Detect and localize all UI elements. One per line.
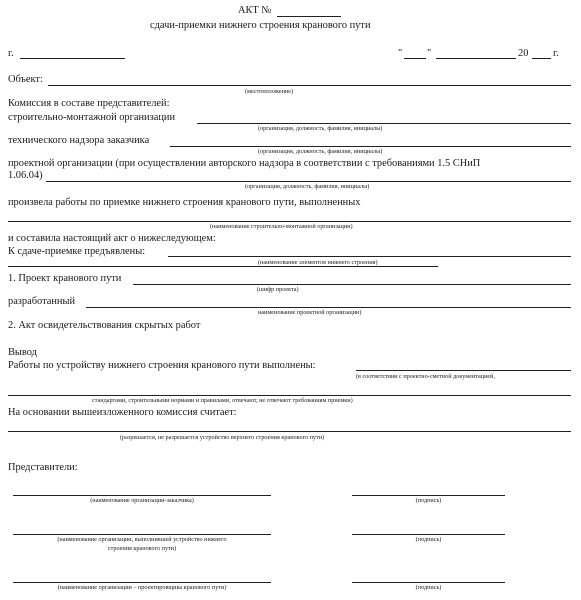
- works-line: [356, 370, 571, 371]
- commission-label: Комиссия в составе представителей:: [8, 98, 170, 109]
- rep2-org-line: [13, 534, 271, 535]
- item1-label: 1. Проект кранового пути: [8, 273, 122, 284]
- month-line: [436, 58, 516, 59]
- performed-label: произвела работы по приемке нижнего строения кранового пути, выполненных: [8, 197, 361, 208]
- item1-hint: (шифр проекта): [257, 286, 299, 293]
- works-label: Работы по устройству нижнего строения кранового пути выполнены:: [8, 360, 316, 371]
- object-label: Объект:: [8, 74, 43, 85]
- rep3-org-line: [13, 582, 271, 583]
- compiled-label: и составила настоящий акт о нижеследующем:: [8, 233, 216, 244]
- year-prefix: 20: [518, 48, 529, 59]
- representatives-heading: Представители:: [8, 462, 78, 473]
- contractor-line: [197, 123, 571, 124]
- act-number-heading: [238, 5, 271, 17]
- presented-line: [168, 256, 571, 257]
- rep3-org-hint: (наименование организации – проектировщика кранового пути): [57, 584, 227, 591]
- design-line: [46, 181, 571, 182]
- rep2-org-hint-1: (наименование организации, выполнившей устройство нижнего: [57, 536, 227, 543]
- year-suffix: г.: [553, 48, 559, 59]
- item2-label: 2. Акт освидетельствования скрытых работ: [8, 320, 201, 331]
- customer-line: [170, 146, 571, 147]
- act-title: сдачи-приемки нижнего строения кранового пути: [150, 20, 371, 31]
- developed-line: [86, 307, 571, 308]
- customer-label: технического надзора заказчика: [8, 135, 150, 146]
- presented-hint: (наименование элементов нижнего строения): [258, 259, 378, 266]
- rep2-sign-line: [352, 534, 505, 535]
- item1-line: [133, 284, 571, 285]
- developed-label: разработанный: [8, 296, 76, 307]
- day-line: [404, 58, 426, 59]
- presented-label: К сдаче-приемке предъявлены:: [8, 246, 146, 257]
- contractor-label: строительно-монтажной организации: [8, 112, 176, 123]
- rep3-sign-line: [352, 582, 505, 583]
- customer-hint: (организация, должность, фамилия, инициалы): [258, 148, 383, 155]
- presented-line-2: [8, 266, 438, 267]
- basis-label: На основании вышеизложенного комиссия считает:: [8, 407, 237, 418]
- design-hint: (организация, должность, фамилия, инициалы): [245, 183, 370, 190]
- standards-hint: стандартами, строительными нормами и правилами, отвечают, не отвечают требованиям приемки): [92, 397, 353, 404]
- date-quote-open: ": [398, 48, 403, 59]
- city-prefix: г.: [8, 48, 14, 59]
- basis-hint: (разрешается, не разрешается устройство верхнего строения кранового пути): [120, 434, 325, 441]
- design-label-line2: 1.06.04): [8, 170, 43, 181]
- design-label-line1: проектной организации (при осуществлении авторского надзора в соответствии с требованиями 1.5 СНиП: [8, 158, 481, 169]
- contractor-hint: (организация, должность, фамилия, инициалы): [258, 125, 383, 132]
- basis-line: [8, 431, 571, 432]
- object-line: [48, 85, 571, 86]
- rep1-org-hint: (наименование организации-заказчика): [90, 497, 194, 504]
- rep1-sign-hint: (подпись): [415, 497, 442, 504]
- rep3-sign-hint: (подпись): [415, 584, 442, 591]
- object-hint: (местоположение): [245, 88, 294, 95]
- year-line: [532, 58, 551, 59]
- rep1-sign-line: [352, 495, 505, 496]
- rep2-org-hint-2: строения кранового пути): [107, 545, 177, 552]
- developed-hint: наименование проектной организации): [258, 309, 362, 316]
- works-hint: (в соответствии с проектно-сметной документацией,: [356, 373, 496, 380]
- act-number-line: [277, 16, 341, 17]
- performed-hint: (наименование строительно-монтажной организации): [210, 223, 353, 230]
- rep2-sign-hint: (подпись): [415, 536, 442, 543]
- act-number-label: АКТ №: [238, 5, 272, 16]
- standards-line: [8, 395, 571, 396]
- date-quote-close: ": [427, 48, 432, 59]
- performed-line: [8, 221, 571, 222]
- conclusion-heading: Вывод: [8, 347, 37, 358]
- city-line: [20, 58, 125, 59]
- rep1-org-line: [13, 495, 271, 496]
